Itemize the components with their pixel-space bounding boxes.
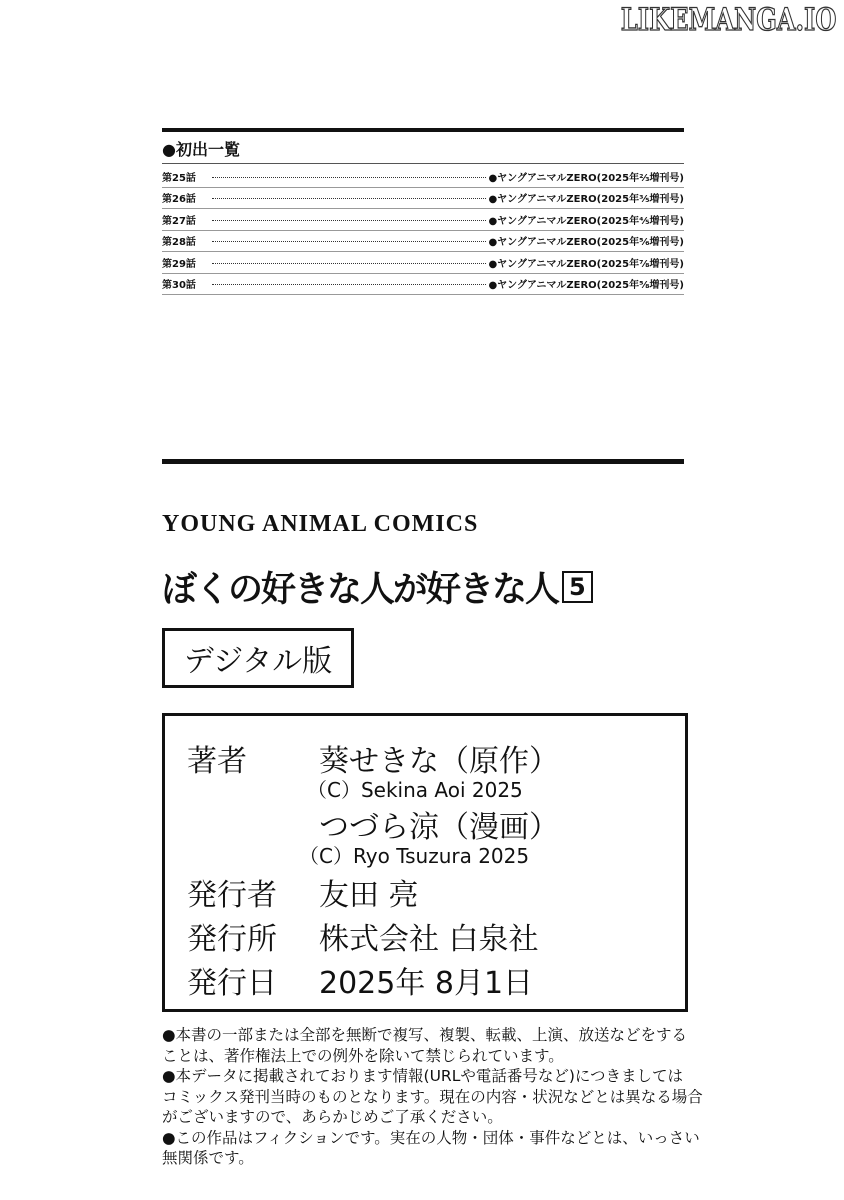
title-text: ぼくの好きな人が好きな人 [162, 570, 559, 610]
leader-dots [212, 220, 486, 221]
author-original: 葵せきな（原作） [319, 744, 559, 779]
volume-number: 5 [562, 571, 593, 603]
leader-dots [212, 284, 486, 285]
note-line: がございますので、あらかじめご了承ください。 [162, 1108, 503, 1126]
chapter-source: ●ヤングアニマルZERO(2025年⅔増刊号) [488, 172, 684, 184]
leader-dots [212, 198, 486, 199]
legal-notes [162, 1025, 722, 1169]
note-line: 無関係です。 [162, 1149, 254, 1167]
book-title [162, 562, 593, 612]
leader-dots [212, 177, 486, 178]
publisher-person: 友田 亮 [319, 878, 419, 913]
note-line: ●本書の一部または全部を無断で複写、複製、転載、上演、放送などをする [162, 1026, 688, 1044]
list-item [162, 166, 684, 188]
publisher-label: 発行所 [187, 922, 277, 957]
chapter-number: 第30話 [162, 280, 196, 292]
first-appearances-divider [162, 163, 684, 164]
edition-badge: デジタル版 [162, 628, 354, 688]
site-watermark: LIKEMANGA.IO [620, 2, 836, 38]
author-manga: つづら涼（漫画） [319, 810, 559, 845]
list-item [162, 231, 684, 253]
chapter-source: ●ヤングアニマルZERO(2025年⅚増刊号) [488, 237, 684, 249]
publication-date: 2025年 8月1日 [319, 966, 534, 1001]
chapter-number: 第28話 [162, 237, 196, 249]
chapter-number: 第29話 [162, 258, 196, 270]
list-item [162, 188, 684, 210]
leader-dots [212, 241, 486, 242]
chapter-source: ●ヤングアニマルZERO(2025年⅞増刊号) [488, 258, 684, 270]
publisher-person-label: 発行者 [187, 878, 277, 913]
chapter-number: 第27話 [162, 215, 196, 227]
chapter-number: 第25話 [162, 172, 196, 184]
chapter-source: ●ヤングアニマルZERO(2025年⅝増刊号) [488, 280, 684, 292]
first-appearances-title: ●初出一覧 [162, 140, 240, 159]
chapter-number: 第26話 [162, 194, 196, 206]
chapter-source: ●ヤングアニマルZERO(2025年⅗増刊号) [488, 194, 684, 206]
top-rule [162, 128, 684, 132]
author-manga-copyright: （C）Ryo Tsuzura 2025 [299, 844, 530, 868]
note-line: ●本データに掲載されております情報(URLや電話番号など)につきましては [162, 1067, 684, 1085]
first-appearances-list [162, 166, 684, 295]
note-line: コミックス発刊当時のものとなります。現在の内容・状況などとは異なる場合 [162, 1087, 703, 1106]
list-item [162, 252, 684, 274]
leader-dots [212, 263, 486, 264]
chapter-source: ●ヤングアニマルZERO(2025年⅘増刊号) [488, 215, 684, 227]
list-item [162, 274, 684, 296]
note-line: ●この作品はフィクションです。実在の人物・団体・事件などとは、いっさい [162, 1128, 700, 1147]
middle-rule [162, 459, 684, 464]
author-label: 著者 [187, 744, 247, 779]
series-name: YOUNG ANIMAL COMICS [162, 511, 479, 537]
credits-box [162, 713, 688, 1012]
publisher: 株式会社 白泉社 [319, 922, 539, 957]
date-label: 発行日 [187, 966, 277, 1001]
note-line: ことは、著作権法上での例外を除いて禁じられています。 [162, 1046, 564, 1065]
author-original-copyright: （C）Sekina Aoi 2025 [307, 778, 523, 802]
list-item [162, 209, 684, 231]
